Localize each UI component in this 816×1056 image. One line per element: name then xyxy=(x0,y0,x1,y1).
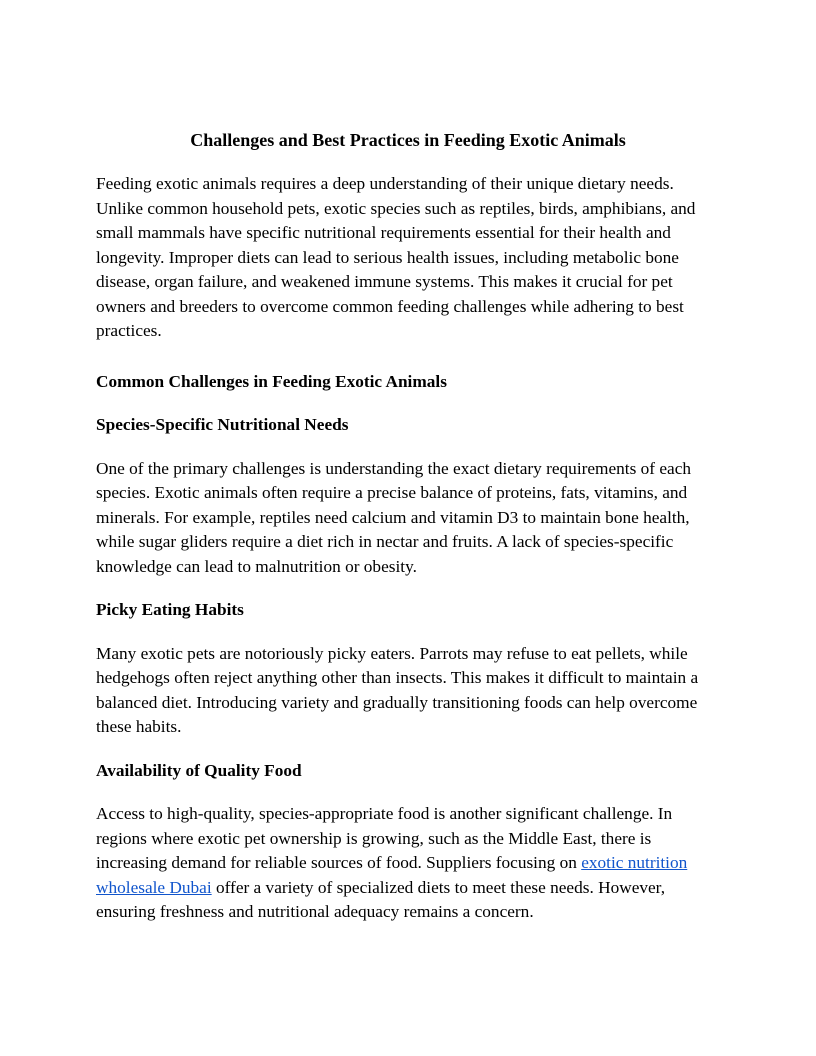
subsection-heading-nutritional-needs: Species-Specific Nutritional Needs xyxy=(96,415,349,434)
exotic-nutrition-link[interactable]: exotic nutrition wholesale Dubai xyxy=(96,853,688,897)
subsection-heading-picky-eating: Picky Eating Habits xyxy=(96,600,244,619)
paragraph-nutritional-needs: One of the primary challenges is understanding the exact dietary requirements of each species. Exotic animals often require a precise balance of proteins, fats, vitamins, and minerals. For example, reptiles need calcium and vitamin D3 to maintain bone health, while sugar gliders require a diet rich in nectar and fruits. A lack of species-specific knowledge can lead to malnutrition or obesity. xyxy=(96,458,692,576)
paragraph-picky-eating: Many exotic pets are notoriously picky eaters. Parrots may refuse to eat pellets, while hedgehogs often reject anything other than insects. This makes it difficult to maintain a balanced diet. Introducing variety and gradually transitioning foods can help overcome these habits. xyxy=(96,643,699,736)
document-page xyxy=(96,128,720,944)
document-title: Challenges and Best Practices in Feeding Exotic Animals xyxy=(190,130,626,150)
paragraph-text-before-link: Access to high-quality, species-appropriate food is another significant challenge. In regions where exotic pet ownership is growing, such as the Middle East, there is increasing demand for reliable sources of food. Suppliers focusing on xyxy=(96,804,673,872)
paragraph-text-after-link: offer a variety of specialized diets to meet these needs. However, ensuring freshness and nutritional adequacy remains a concern. xyxy=(96,877,666,921)
subsection-heading-food-availability: Availability of Quality Food xyxy=(96,760,302,780)
paragraph-food-availability xyxy=(96,802,720,925)
section-heading: Common Challenges in Feeding Exotic Animals xyxy=(96,371,447,391)
intro-paragraph: Feeding exotic animals requires a deep understanding of their unique dietary needs. Unlike common household pets, exotic species such as reptiles, birds, amphibians, and small mammals have specific nutritional requirements essential for their health and longevity. Improper diets can lead to serious health issues, including metabolic bone disease, organ failure, and weakened immune systems. This makes it crucial for pet owners and breeders to overcome common feeding challenges while adhering to best practices. xyxy=(96,174,696,340)
